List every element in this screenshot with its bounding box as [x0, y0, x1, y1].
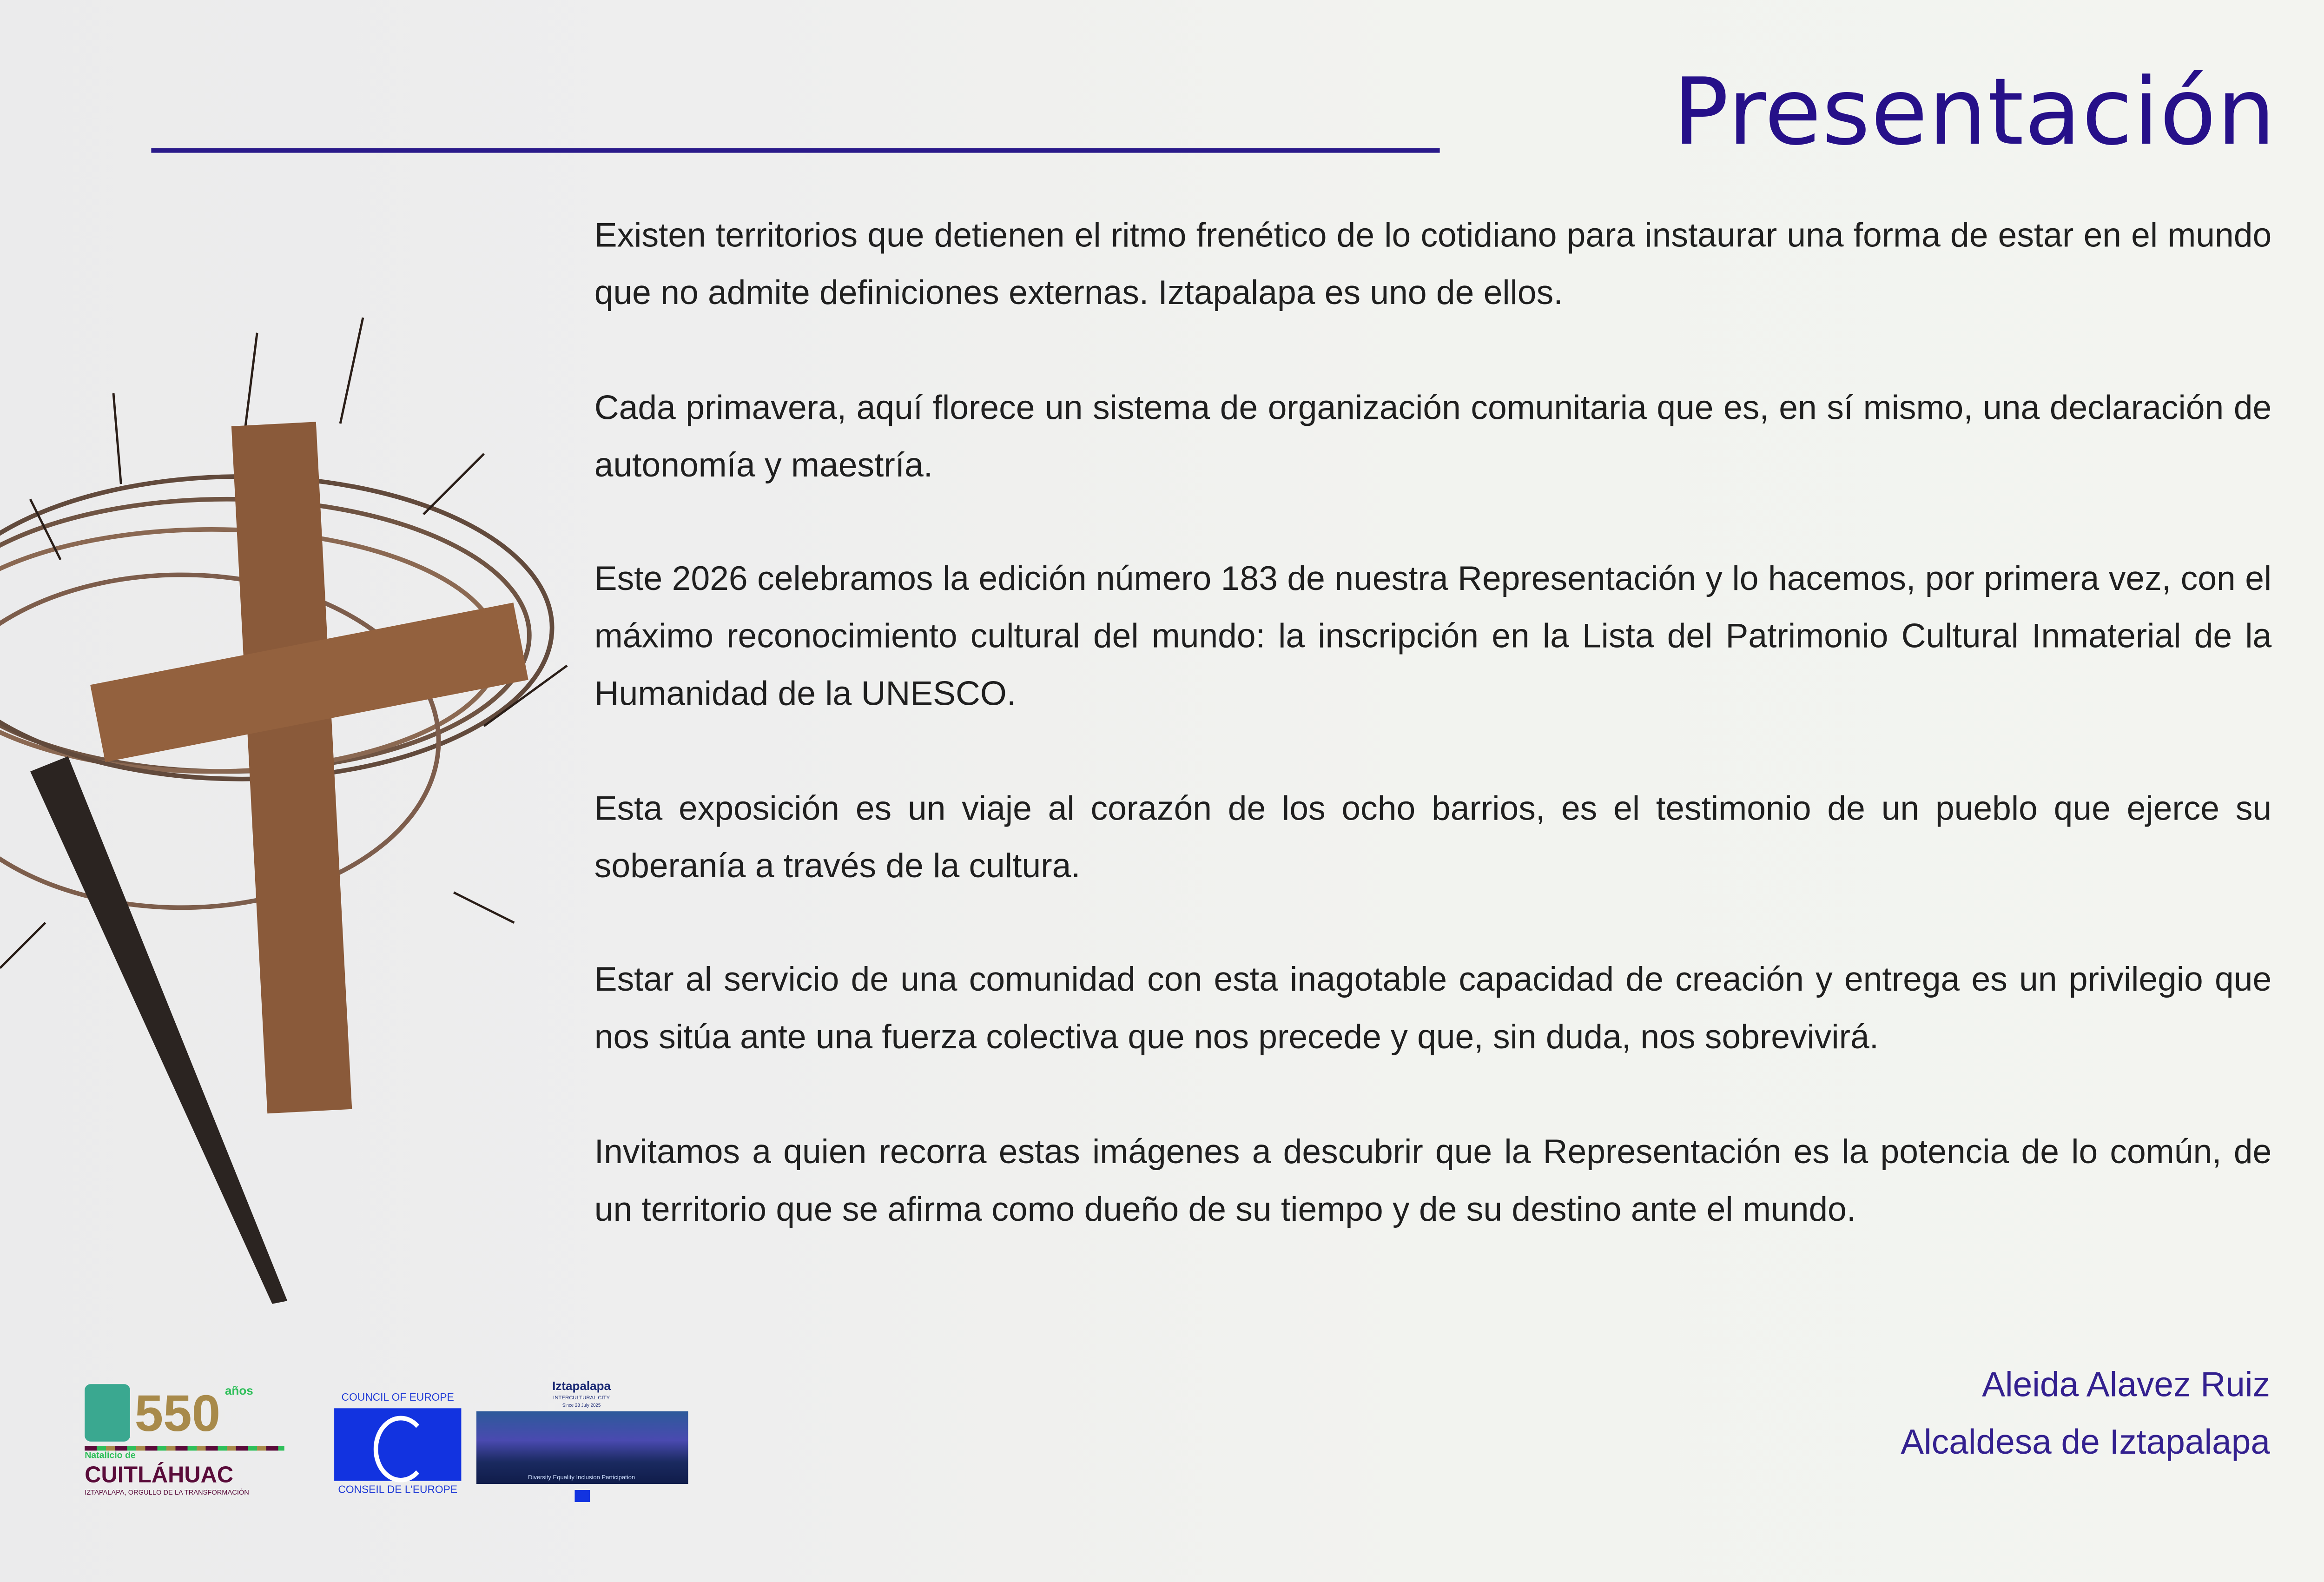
council-bottom-text: CONSEIL DE L'EUROPE: [338, 1485, 458, 1496]
ic-since: Since 28 July 2025: [562, 1402, 601, 1409]
logo-natalicio: Natalicio de: [85, 1452, 136, 1462]
council-of-europe-logo: [333, 1391, 463, 1497]
signature-name: Aleida Alavez Ruiz: [1982, 1364, 2270, 1404]
paragraph: Cada primavera, aquí florece un sistema de organización comunitaria que es, en sí mismo, una declaración de autonomía y maestría.: [594, 388, 2272, 483]
logo-name: CUITLÁHUAC: [85, 1463, 234, 1489]
ic-council-mini-icon: [574, 1490, 589, 1502]
cross-crown-of-thorns-image: [0, 287, 590, 1316]
cuitlahuac-550-logo: [85, 1384, 297, 1497]
cuitlahuac-figure-icon: [85, 1384, 130, 1442]
paragraph: Invitamos a quien recorra estas imágenes a descubrir que la Representación es la potencia de lo común, de un territorio que se afirma como dueño de su tiempo y de su destino ante el mundo.: [594, 1132, 2272, 1228]
signature-role: Alcaldesa de Iztapalapa: [1901, 1422, 2270, 1462]
intercultural-city-logo: [473, 1379, 689, 1502]
logo-tagline: IZTAPALAPA, ORGULLO DE LA TRANSFORMACIÓN: [85, 1488, 249, 1496]
ic-motto: Diversity Equality Inclusion Participation: [528, 1473, 635, 1481]
ic-sub: INTERCULTURAL CITY: [553, 1395, 610, 1401]
signature: [1901, 1355, 2270, 1470]
paragraph: Este 2026 celebramos la edición número 183 de nuestra Representación y lo hacemos, por primera vez, con el máximo reconocimiento cultural del mundo: la inscripción en la Lista del Patrimonio Cultural Inmaterial de la Humanidad de la UNESCO.: [594, 559, 2272, 713]
logo-number: 550: [134, 1385, 221, 1443]
logo-anos: años: [224, 1384, 253, 1398]
ic-banner: [475, 1411, 687, 1484]
council-flag-icon: [334, 1408, 461, 1481]
paragraph: Estar al servicio de una comunidad con esta inagotable capacidad de creación y entrega es un privilegio que nos sitúa ante una fuerza colectiva que nos precede y que, sin duda, nos sobrevivirá.: [594, 960, 2272, 1056]
paragraph: Esta exposición es un viaje al corazón de los ocho barrios, es el testimonio de un pueblo que ejerce su soberanía a través de la cultura.: [594, 788, 2272, 884]
paragraph: Existen territorios que detienen el ritmo frenético de lo cotidiano para instaurar una forma de estar en el mundo que no admite definiciones externas. Iztapalapa es uno de ellos.: [594, 216, 2272, 312]
logo-stripe: [85, 1446, 284, 1451]
council-top-text: COUNCIL OF EUROPE: [341, 1393, 454, 1404]
presentation-text: [594, 207, 2271, 1238]
ic-city: Iztapalapa: [552, 1379, 611, 1393]
nail: [30, 756, 287, 1304]
title-rule: [151, 148, 1439, 153]
page-title: Presentación: [1673, 59, 2276, 166]
